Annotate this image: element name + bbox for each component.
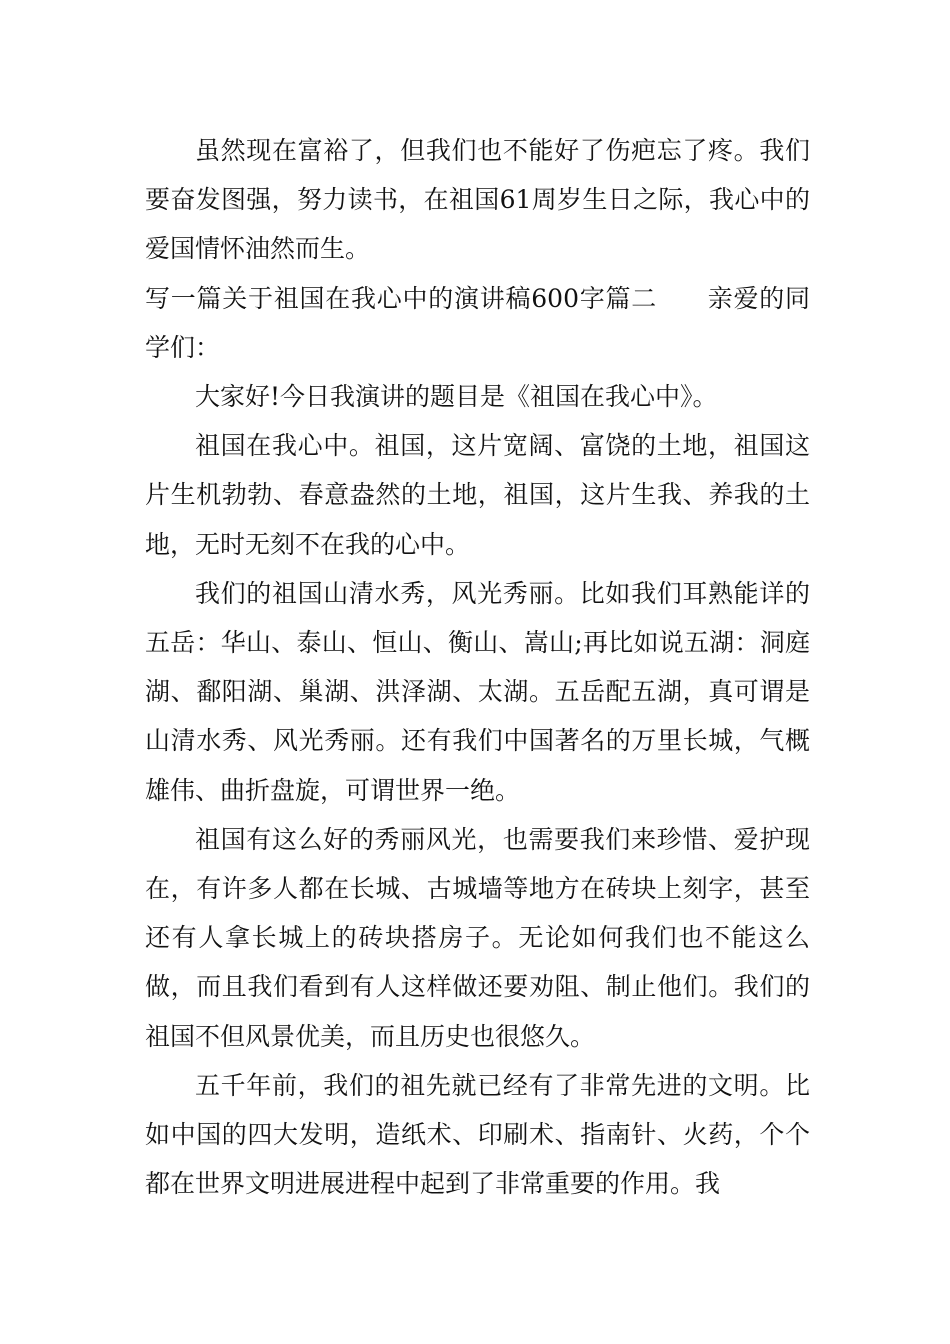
section-heading: 写一篇关于祖国在我心中的演讲稿600字篇二 [145, 283, 657, 313]
paragraph-intro: 虽然现在富裕了，但我们也不能好了伤疤忘了疼。我们要奋发图强，努力读书，在祖国61周岁生日之际，我心中的爱国情怀油然而生。 [145, 136, 810, 264]
paragraph-protect: 祖国有这么好的秀丽风光，也需要我们来珍惜、爱护现在，有许多人都在长城、古城墙等地方在砖块上刻字，甚至还有人拿长城上的砖块搭房子。无论如何我们也不能这么做，而且我们看到有人这样做还要劝阻、制止他们。我们的祖国不但风景优美，而且历史也很悠久。 [145, 824, 810, 1051]
paragraph-greeting: 大家好!今日我演讲的题目是《祖国在我心中》。 [195, 382, 718, 412]
salutation: 亲爱的同学们： [145, 283, 810, 362]
paragraph-scenery: 我们的祖国山清水秀，风光秀丽。比如我们耳熟能详的五岳：华山、泰山、恒山、衡山、嵩山;再比如说五湖：洞庭湖、鄱阳湖、巢湖、洪泽湖、太湖。五岳配五湖，真可谓是山清水秀、风光秀丽。还有我们中国著名的万里长城，气概雄伟、曲折盘旋，可谓世界一绝。 [145, 578, 810, 805]
section-heading-line [145, 274, 810, 372]
paragraph-motherland: 祖国在我心中。祖国，这片宽阔、富饶的土地，祖国这片生机勃勃、春意盎然的土地，祖国，这片生我、养我的土地，无时无刻不在我的心中。 [145, 431, 810, 559]
document-body [145, 126, 810, 1208]
paragraph-history: 五千年前，我们的祖先就已经有了非常先进的文明。比如中国的四大发明，造纸术、印刷术、指南针、火药，个个都在世界文明进展进程中起到了非常重要的作用。我 [145, 1070, 810, 1199]
